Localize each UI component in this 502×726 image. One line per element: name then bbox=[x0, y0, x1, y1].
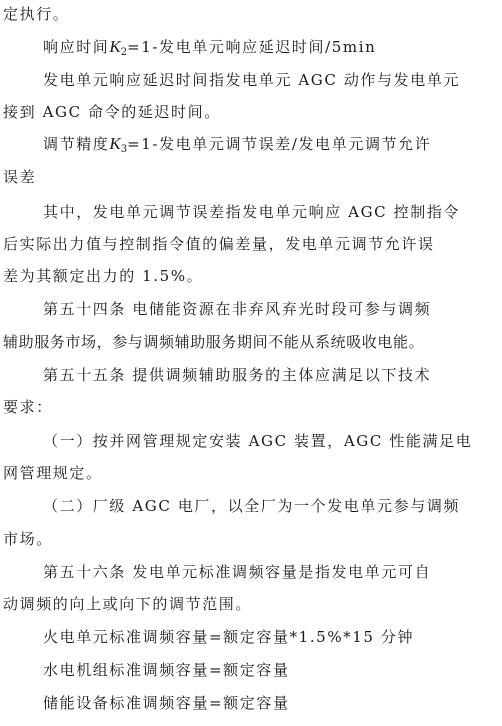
formula-regulation-accuracy bbox=[43, 131, 431, 157]
article-55-line-1: 第五十五条 提供调频辅助服务的主体应满足以下技术 bbox=[43, 366, 432, 384]
formula-expression: =1-发电单元调节误差/发电单元调节允许 bbox=[127, 135, 432, 153]
text-line-3: 发电单元响应延迟时间指发电单元 AGC 动作与发电单元 bbox=[43, 71, 461, 89]
capacity-formula-thermal: 火电单元标准调频容量=额定容量*1.5%*15 分钟 bbox=[43, 628, 415, 646]
article-56-line-1: 第五十六条 发电单元标准调频容量是指发电单元可自 bbox=[43, 563, 432, 581]
clause-1-line-1: （一）按并网管理规定安装 AGC 装置，AGC 性能满足电 bbox=[43, 432, 473, 450]
article-54-line-1: 第五十四条 电储能资源在非弃风弃光时段可参与调频 bbox=[43, 300, 432, 318]
formula-expression: =1-发电单元响应延迟时间/5min bbox=[127, 38, 377, 56]
formula-variable: K bbox=[109, 134, 121, 153]
formula-label: 调节精度 bbox=[43, 135, 110, 153]
formula-response-time bbox=[43, 34, 376, 60]
text-line-8: 后实际出力值与控制指令值的偏差量，发电单元调节允许误 bbox=[3, 235, 435, 253]
text-line-6: 误差 bbox=[3, 168, 37, 186]
text-line-4: 接到 AGC 命令的延迟时间。 bbox=[3, 103, 221, 121]
text-line-7: 其中，发电单元调节误差指发电单元响应 AGC 控制指令 bbox=[43, 203, 461, 221]
capacity-formula-hydro: 水电机组标准调频容量=额定容量 bbox=[43, 661, 290, 679]
formula-variable: K bbox=[109, 37, 121, 56]
formula-label: 响应时间 bbox=[43, 38, 110, 56]
text-line-1: 定执行。 bbox=[3, 5, 70, 23]
formula-subscript: 3 bbox=[120, 144, 128, 155]
clause-2-line-2: 市场。 bbox=[3, 530, 53, 548]
article-56-line-2: 动调频的向上或向下的调节范围。 bbox=[3, 595, 253, 613]
article-54-line-2: 辅助服务市场，参与调频辅助服务期间不能从系统吸收电能。 bbox=[3, 333, 425, 351]
text-line-9: 差为其额定出力的 1.5%。 bbox=[3, 267, 204, 285]
clause-2-line-1: （二）厂级 AGC 电厂，以全厂为一个发电单元参与调频 bbox=[43, 497, 461, 515]
clause-1-line-2: 网管理规定。 bbox=[3, 464, 103, 482]
article-55-line-2: 要求： bbox=[3, 398, 53, 416]
capacity-formula-storage: 储能设备标准调频容量=额定容量 bbox=[43, 694, 290, 712]
formula-subscript: 2 bbox=[120, 47, 128, 58]
